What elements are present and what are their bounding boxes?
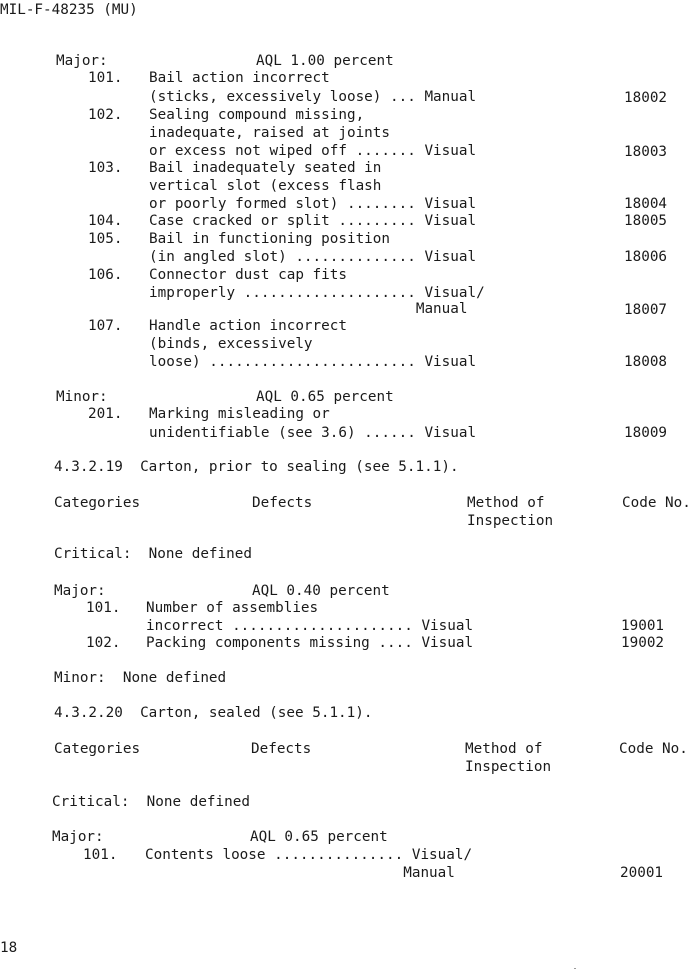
item-text: Manual [145,865,455,881]
item-number: 106. [88,267,123,283]
item-code: 18006 [624,249,668,265]
item-code: 20001 [620,865,664,881]
item-text: Bail in functioning position [149,231,391,247]
item-number: 107. [88,318,123,334]
item-text: Number of assemblies [146,600,319,616]
minor-line: Minor: None defined [54,670,227,686]
item-code: 19001 [621,618,665,634]
column-header-categories: Categories [54,495,141,511]
column-header-method: Method of [465,741,543,757]
item-number: 105. [88,231,123,247]
item-text: Handle action incorrect [149,318,347,334]
item-number: 102. [88,107,123,123]
page-number: 18 [0,940,18,956]
section-title: 4.3.2.20 Carton, sealed (see 5.1.1). [54,705,373,721]
column-header-defects: Defects [251,741,312,757]
item-text: improperly .................... Visual/ [149,285,485,301]
item-text: Bail action incorrect [149,70,330,86]
item-text: Case cracked or split ......... Visual [149,213,477,229]
column-header-method-2: Inspection [467,513,554,529]
item-number: 102. [86,635,121,651]
column-header-method-2: Inspection [465,759,552,775]
item-code: 18005 [624,213,668,229]
item-text: incorrect ..................... Visual [146,618,474,634]
item-code: 18002 [624,90,668,106]
item-text: Manual [149,301,468,317]
column-header-code: Code No. [622,495,691,511]
minor-heading-1: Minor: [56,389,108,405]
item-text: Contents loose ............... Visual/ [145,847,473,863]
major-heading-1: Major: [56,53,108,69]
minor-aql-1: AQL 0.65 percent [256,389,394,405]
major-heading-3: Major: [52,829,104,845]
item-text: Sealing compound missing, [149,107,365,123]
item-code: 18004 [624,196,668,212]
item-code: 18008 [624,354,668,370]
item-text: (in angled slot) .............. Visual [149,249,477,265]
item-number: 103. [88,160,123,176]
item-text: Packing components missing .... Visual [146,635,474,651]
item-code: 18003 [624,144,668,160]
item-text: loose) ........................ Visual [149,354,477,370]
item-number: 101. [88,70,123,86]
item-text: inadequate, raised at joints [149,125,391,141]
item-text: (sticks, excessively loose) ... Manual [149,89,477,105]
item-text: (binds, excessively [149,336,313,352]
document-header: MIL-F-48235 (MU) [0,2,138,18]
item-text: unidentifiable (see 3.6) ...... Visual [149,425,477,441]
item-number: 101. [83,847,118,863]
item-code: 18009 [624,425,668,441]
column-header-defects: Defects [252,495,313,511]
item-code: 18007 [624,302,668,318]
item-text: or poorly formed slot) ........ Visual [149,196,477,212]
major-heading-2: Major: [54,583,106,599]
column-header-categories: Categories [54,741,141,757]
item-text: vertical slot (excess flash [149,178,382,194]
major-aql-3: AQL 0.65 percent [250,829,388,845]
critical-line: Critical: None defined [52,794,250,810]
section-title: 4.3.2.19 Carton, prior to sealing (see 5.1.1). [54,459,459,475]
item-text: Marking misleading or [149,406,330,422]
critical-line: Critical: None defined [54,546,252,562]
major-aql-2: AQL 0.40 percent [252,583,390,599]
item-number: 201. [88,406,123,422]
item-text: Connector dust cap fits [149,267,347,283]
item-number: 101. [86,600,121,616]
major-aql-1: AQL 1.00 percent [256,53,394,69]
item-text: or excess not wiped off ....... Visual [149,143,477,159]
item-text: Bail inadequately seated in [149,160,382,176]
item-code: 19002 [621,635,665,651]
column-header-method: Method of [467,495,545,511]
column-header-code: Code No. [619,741,688,757]
scan-speck [574,968,576,969]
item-number: 104. [88,213,123,229]
